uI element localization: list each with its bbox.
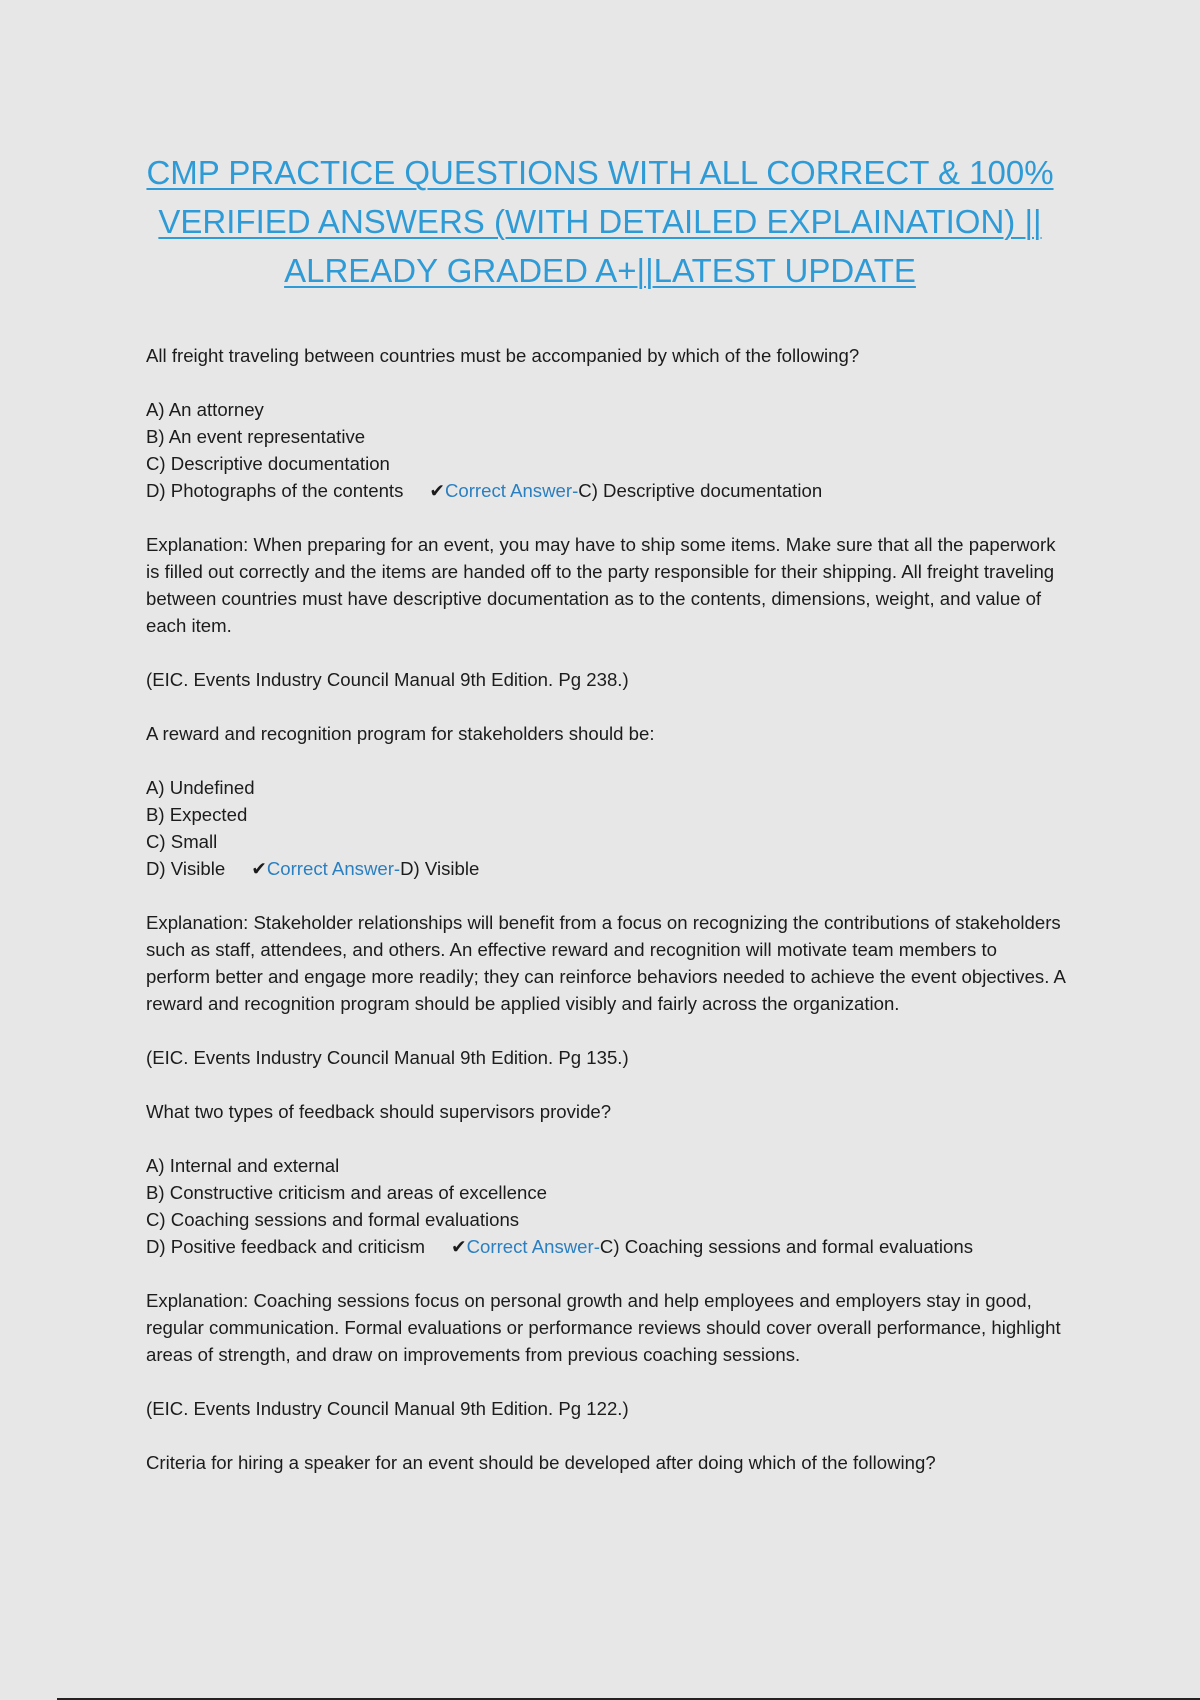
correct-answer-label: Correct Answer- — [266, 858, 401, 879]
answer-option: C) Descriptive documentation — [146, 453, 390, 474]
explanation: Explanation: Stakeholder relationships will benefit from a focus on recognizing the contributions of stakeholders such as staff, attendees, and others. An effective reward and recognition will motivate team members to perform better and engage more readily; they can reinforce behaviors needed to achieve the event objectives. A reward and recognition program should be applied visibly and fairly across the organization. — [146, 912, 1065, 1014]
question-text: Criteria for hiring a speaker for an event should be developed after doing which of the following? — [146, 1452, 936, 1473]
explanation: Explanation: When preparing for an event, you may have to ship some items. Make sure that all the paperwork is filled out correctly and the items are handed off to the party responsible for their shipping. All freight traveling between countries must have descriptive documentation as to the contents, dimensions, weight, and value of each item. — [146, 534, 1056, 636]
question-text: A reward and recognition program for stakeholders should be: — [146, 723, 655, 744]
correct-answer-label: Correct Answer- — [466, 1236, 600, 1257]
correct-answer: D) Visible — [400, 858, 480, 879]
check-icon: ✔ — [251, 858, 267, 879]
answer-option: C) Small — [146, 831, 218, 852]
answer-option: D) Visible — [146, 858, 226, 879]
page-title: CMP PRACTICE QUESTIONS WITH ALL CORRECT & 100% VERIFIED ANSWERS (WITH DETAILED EXPLAINATION) || ALREADY GRADED A+||LATEST UPDATE — [146, 154, 1054, 289]
answer-option: A) An attorney — [146, 399, 264, 420]
check-icon: ✔ — [429, 480, 445, 501]
check-icon: ✔ — [451, 1236, 467, 1257]
explanation: Explanation: Coaching sessions focus on personal growth and help employees and employers stay in good, regular communication. Formal evaluations or performance reviews should cover overall performance, highlight areas of strength, and draw on improvements from previous coaching sessions. — [146, 1290, 1061, 1365]
answer-option-with-answer — [146, 1233, 1066, 1260]
answer-option: B) Expected — [146, 804, 248, 825]
answer-option: D) Photographs of the contents — [146, 480, 404, 501]
answer-option-with-answer — [146, 477, 1066, 504]
document-body — [146, 342, 1066, 1476]
correct-answer: C) Coaching sessions and formal evaluations — [599, 1236, 974, 1257]
answer-option: A) Undefined — [146, 777, 255, 798]
reference: (EIC. Events Industry Council Manual 9th Edition. Pg 238.) — [146, 669, 629, 690]
answer-option-with-answer — [146, 855, 1066, 882]
reference: (EIC. Events Industry Council Manual 9th Edition. Pg 135.) — [146, 1047, 629, 1068]
question-text: What two types of feedback should supervisors provide? — [146, 1101, 612, 1122]
answer-option: B) Constructive criticism and areas of excellence — [146, 1182, 547, 1203]
correct-answer-label: Correct Answer- — [444, 480, 579, 501]
reference: (EIC. Events Industry Council Manual 9th Edition. Pg 122.) — [146, 1398, 629, 1419]
answer-option: C) Coaching sessions and formal evaluations — [146, 1209, 520, 1230]
question-text: All freight traveling between countries must be accompanied by which of the following? — [146, 345, 860, 366]
answer-option: D) Positive feedback and criticism — [146, 1236, 426, 1257]
answer-option: B) An event representative — [146, 426, 366, 447]
answer-option: A) Internal and external — [146, 1155, 340, 1176]
correct-answer: C) Descriptive documentation — [578, 480, 823, 501]
